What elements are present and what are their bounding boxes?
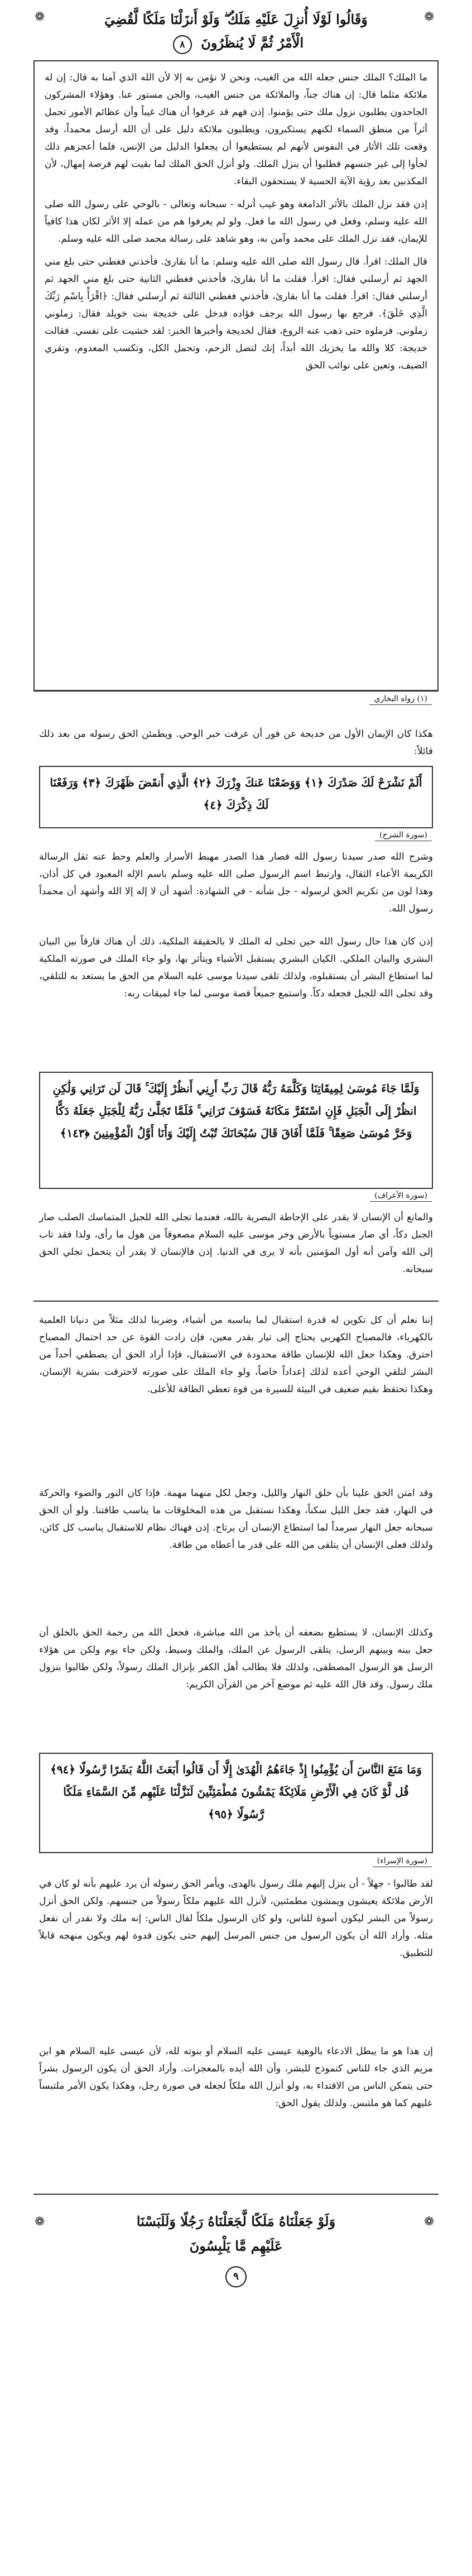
- header-verse-line2: الْأَمْرُ ثُمَّ لَا يُنظَرُونَ: [201, 35, 304, 51]
- footer-verse: [39, 2209, 433, 2258]
- quran-quote-araf: وَلَمَّا جَاءَ مُوسَىٰ لِمِيقَاتِنَا وَكَلَّمَهُ رَبُّهُ قَالَ رَبِّ أَرِنِي أَنظُرْ إِلَيْكَ ۚ قَالَ لَن تَرَانِي وَلَٰكِنِ انظُرْ إِلَى الْجَبَلِ فَإِنِ اسْتَقَرَّ مَكَانَهُ فَسَوْفَ تَرَانِي ۚ فَلَمَّا تَجَلَّىٰ رَبُّهُ لِلْجَبَلِ جَعَلَهُ دَكًّا وَخَرَّ مُوسَىٰ صَعِقًا ۚ فَلَمَّا أَفَاقَ قَالَ سُبْحَانَكَ تُبْتُ إِلَيْكَ وَأَنَا أَوَّلُ الْمُؤْمِنِينَ ﴿١٤٣﴾: [39, 1072, 433, 1189]
- quran-quote-sharh: أَلَمْ نَشْرَحْ لَكَ صَدْرَكَ ﴿١﴾ وَوَضَعْنَا عَنكَ وِزْرَكَ ﴿٢﴾ الَّذِي أَنقَضَ ظَهْرَكَ ﴿٣﴾ وَرَفَعْنَا لَكَ ذِكْرَكَ ﴿٤﴾: [39, 766, 433, 828]
- commentary-paragraph-1: ما الملك؟ الملك جنس جعله الله من الغيب، ونحن لا نؤمن به إلا لأن الله الذي آمنا به قال: إن له ملائكة مثلما قال: إن هناك جناً، والملائكة من جنس الغيب، والجن مستور عنا. وهؤلاء المشركون الجاحدون يطلبون نزول ملك حتى يؤمنوا. إذن فهم قد عرفوا أن هناك غيباً وأن عظائم الأمور تحمل أثراً من منطق السماء لكنهم يستكبرون، ويطلبون ملائكة دليل على أن الله أرسل محمداً، وقد وقعت تلك الأثار في النفوس لأنهم لم يستطيعوا أن يجعلوا الدليل من الإنس، فلما أعجزهم ذلك لجأوا إلى غير جنسهم فطلبوا أن ينزل الملك. ولو أنزل الحق الملك لما بقيت لهم فرصة إمهال، لأن المكذبين بعد رؤية الآية الحسية لا يستحقون البقاء.: [45, 72, 427, 187]
- body-paragraph-5: إننا نعلم أن كل تكوين له قدرة استقبال لما يناسبه من أشياء، وضربنا لذلك مثلاً من دنيانا العلمية بالكهرباء، فالمصباح الكهربي يحتاج إلى تيار بقدر معين، فإن زادت القوة عن حد احتمال المصباح احترق. وهكذا جعل الله للإنسان طاقة محدودة في الاستقبال، فإذا أراد الحق أن يصطفي أحداً من البشر لتلقي الوحي أعده لذلك إعداداً خاصاً، ولو جاء الملك على صورته لاحترقت بشرية الإنسان، وهكذا تحتفظ بقيم ضعيف في البيئة للسيرة من قوة تعطي الطاقة للأعلى.: [39, 1315, 433, 1395]
- body-paragraph-2: وشرح الله صدر سيدنا رسول الله فصار هذا الصدر مهبط الأسرار والعلم وحط عنه ثقل الرسالة الكريمة الأعباء الثقال، وارتبط اسم الرسول صلى الله عليه وسلم باسم الإله المعبود في كل أذان، وهذا لون من تكريم الحق لرسوله - جل شأنه - في الشهادة: أشهد أن لا إله إلا الله وأشهد أن محمداً رسول الله.: [39, 851, 433, 914]
- body-paragraph-7: وكذلك الإنسان، لا يستطيع بضعفه أن يأخذ من الله مباشرة، فجعل الله من رحمة الحق بالخلق أن جعل بينه وبينهم الرسل، يتلقى الرسول عن الملك، والملك وسيط، ولكن جاء يوم ولكن من هؤلاء الرسل هو الرسول المصطفى، ولذلك فلا يطالب أهل الكفر بإنزال الملك رسولاً، ولكن طالبوا بنزول ملك رسول. وقد قال الله عليه ثم موضع آخر من القرآن الكريم:: [39, 1627, 433, 1690]
- body-paragraph-4: والمانع أن الإنسان لا يقدر على الإحاطة البصرية بالله، فعندما تجلى الله للجبل المتماسك الصلب صار الجبل دكاً، أي صار مستوياً بالأرض وخر موسى عليه السلام مصعوقاً من هول ما رأى، ولذا فقد تاب إلى الله وآمن أنه أول المؤمنين بأنه لا يرى في الدنيا. إذن فالإنسان لا يقدر أن يتحمل تجلي الحق سبحانه.: [39, 1212, 433, 1275]
- verse-number: ٨: [173, 35, 192, 54]
- quote-source-araf: (سورة الأعراف): [370, 1191, 432, 1202]
- footer-divider: [33, 2194, 439, 2195]
- commentary-paragraph-3: قال الملك: اقرأ. قال رسول الله صلى الله عليه وسلم: ما أنا بقارئ. فأخذني فغطني حتى بلغ مني الجهد ثم أرسلني فقال: اقرأ. فقلت ما أنا بقارئ، فأخذني فغطني الثانية حتى بلغ مني الجهد ثم أرسلني فقال: اقرأ. فقلت ما أنا بقارئ، فأخذني فغطني الثالثة ثم أرسلني فقال: ﴿اقْرَأْ بِاسْمِ رَبِّكَ الَّذِي خَلَقَ﴾. فرجع بها رسول الله يرجف فؤاده فدخل على خديجة بنت خويلد فقال: زملوني زملوني. فزملوه حتى ذهب عنه الروع، فقال لخديجة وأخبرها الخبر: لقد خشيت على نفسي. فقالت خديجة: كلا والله ما يخزيك الله أبداً، إنك لتصل الرحم، وتحمل الكل، وتكسب المعدوم، وتقري الضيف، وتعين على نوائب الحق: [45, 256, 427, 371]
- footer-verse-line2: عَلَيْهِم مَّا يَلْبِسُونَ: [189, 2238, 283, 2254]
- footer-verse-number: ٩: [223, 2266, 249, 2287]
- header-verse-line1: وَقَالُوا لَوْلَا أُنزِلَ عَلَيْهِ مَلَكٌ ۖ وَلَوْ أَنزَلْنَا مَلَكًا لَّقُضِيَ: [104, 11, 368, 27]
- footer-verse-line1: وَلَوْ جَعَلْنَاهُ مَلَكًا لَّجَعَلْنَاهُ رَجُلًا وَلَلَبَسْنَا: [136, 2213, 336, 2229]
- ornament-right-icon: ❁: [424, 10, 435, 24]
- ornament-footer-right-icon: ❁: [424, 2215, 435, 2229]
- body-paragraph-8: لقد طالبوا - جهلاً - أن ينزل إليهم ملك رسول بالهدى، ويأمر الحق رسوله أن يرد عليهم بأنه لو كان في الأرض ملائكة يعيشون ويمشون مطمئنين، لأنزل الله عليهم ملكاً رسولاً من جنسهم. ولكن الحق أنزل رسولاً من البشر ليكون أسوة للناس، ولو كان الرسول ملكاً لقال الناس: إنه ملك ولا نقدر أن نفعل مثله. وأراد الله أن يكون الرسول من جنس المرسل إليهم حتى يكون قدوة لهم ويكون منهجه قابلاً للتطبيق.: [39, 1878, 433, 1959]
- footnote-source: (١) رواه البخاري: [369, 694, 432, 705]
- body-paragraph-3: إذن كان هذا حال رسول الله حين تجلى له الملك لا بالحقيقة الملكية، ذلك أن هناك فارقاً بين البيان البشري والبيان الملكي. الكيان البشري يستقبل الأشياء ويتأثر بها، ولو جاء الملك في صورته الملكية لما استطاع البشر أن يستقبلوه، ولذلك تلقى سيدنا موسى عليه السلام من الحق ما يستعد به للتلقي، وقد تجلى الله للجبل فجعله دكاً. واستمع جميعاً قصة موسى لما جاء لميقات ربه:: [39, 936, 433, 999]
- commentary-paragraph-2: إذن فقد نزل الملك بالأثر الدامغة وهو غيب أنزله - سبحانه وتعالى - بالوحي على رسول الله صلى الله عليه وسلم، وفعل في رسول الله ما فعل. ولو لم يعرفوا هم من عمله إلا الأثر لكان هذا كافياً للإيمان، فقد نزل الملك على محمد وآمن به، وهو شاهد على رسالة محمد صلى الله عليه وسلم.: [45, 199, 427, 244]
- quote-source-isra: (سورة الإسراء): [373, 1857, 432, 1867]
- commentary-box: [33, 60, 439, 691]
- ornament-footer-left-icon: ❁: [35, 2215, 45, 2229]
- header-verse: [39, 8, 433, 55]
- quote-source-sharh: (سورة الشرح): [375, 831, 432, 841]
- body-paragraph-6: وقد امتن الحق علينا بأن خلق النهار والليل، وجعل لكل منهما مهمة. فإذا كان النور والضوء والحركة في النهار، فقد جعل الليل سكناً، وهكذا نستقبل من هذه المخلوقات ما يناسب طاقتنا. ولو أن الحق سبحانه جعل النهار سرمداً لما استطاع الإنسان أن يرتاح. إذن فهناك نظام للاستقبال يناسب كل كائن، ولذلك فعلى الإنسان أن يتلقى من الله على قدر ما أعطاه من طاقة.: [39, 1488, 433, 1551]
- body-paragraph-1: هكذا كان الإيمان الأول من خديجة عن فور أن عرفت خبر الوحي. ويطمئن الحق رسوله من بعد ذلك قائلاً:: [39, 728, 433, 757]
- ornament-left-icon: ❁: [35, 10, 45, 24]
- quran-quote-isra: وَمَا مَنَعَ النَّاسَ أَن يُؤْمِنُوا إِذْ جَاءَهُمُ الْهُدَىٰ إِلَّا أَن قَالُوا أَبَعَثَ اللَّهُ بَشَرًا رَّسُولًا ﴿٩٤﴾ قُل لَّوْ كَانَ فِي الْأَرْضِ مَلَائِكَةٌ يَمْشُونَ مُطْمَئِنِّينَ لَنَزَّلْنَا عَلَيْهِم مِّنَ السَّمَاءِ مَلَكًا رَّسُولًا ﴿٩٥﴾: [39, 1753, 433, 1853]
- body-paragraph-9: إن هذا هو ما يبطل الادعاء بالوهية عيسى عليه السلام أو بنوته لله، لأن عيسى عليه السلام هو ابن مريم الذي جاء للناس كنموذج للبشر، وأن الله أيده بالمعجزات. وأراد الحق أن يكون الرسول بشراً حتى يتمكن الناس من الاقتداء به، ولو أنزل الله ملكاً لجعله في صورة رجل، وهكذا يكون الأمر ملتبساً عليهم كما هو ملتبس. ولذلك يقول الحق:: [39, 2046, 433, 2109]
- section-divider: [33, 1301, 439, 1302]
